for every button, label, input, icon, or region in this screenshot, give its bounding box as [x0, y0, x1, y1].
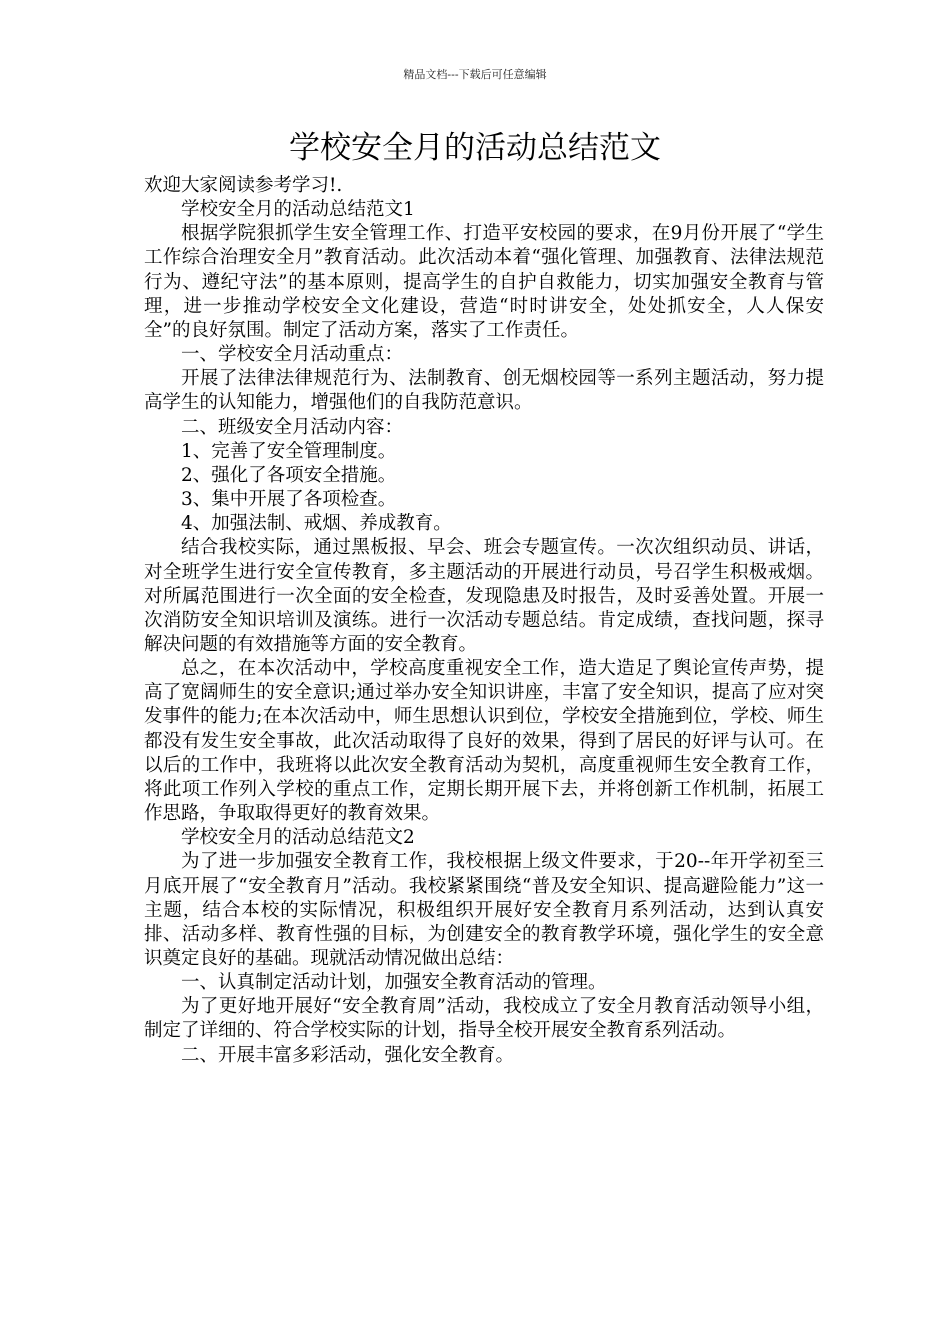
paragraph: 欢迎大家阅读参考学习!.	[144, 175, 343, 196]
paragraph: 学校安全月的活动总结范文1	[181, 199, 415, 221]
paragraph: 根据学院狠抓学生安全管理工作、打造平安校园的要求，在9月份开展了“学生工作综合治理安全月”教育活动。此次活动本着“强化管理、加强教育、法律法规范行为、遵纪守法”的基本原则，提高学生的自护自救能力，切实加强安全教育与管理，进一步推动学校安全文化建设，营造“时时讲安全，处处抓安全，人人保安全”的良好氛围。制定了活动方案，落实了工作责任。	[144, 223, 824, 341]
paragraph: 二、开展丰富多彩活动，强化安全教育。	[181, 1044, 515, 1066]
paragraph: 开展了法律法律规范行为、法制教育、创无烟校园等一系列主题活动，努力提高学生的认知能力，增强他们的自我防范意识。	[144, 368, 824, 414]
paragraph: 1、完善了安全管理制度。	[181, 440, 397, 462]
paragraph: 3、集中开展了各项检查。	[181, 489, 397, 511]
paragraph: 为了进一步加强安全教育工作，我校根据上级文件要求，于20--年开学初至三月底开展了“安全教育月”活动。我校紧紧围绕“普及安全知识、提高避险能力”这一主题，结合本校的实际情况，积极组织开展好安全教育月系列活动，达到认真安排、活动多样、教育性强的目标，为创建安全的教育教学环境，强化学生的安全意识奠定良好的基础。现就活动情况做出总结：	[144, 851, 824, 969]
document-title: 学校安全月的活动总结范文	[289, 130, 661, 166]
paragraph: 总之，在本次活动中，学校高度重视安全工作，造大造足了舆论宣传声势，提高了宽阔师生的安全意识;通过举办安全知识讲座，丰富了安全知识，提高了应对突发事件的能力;在本次活动中，师生思想认识到位，学校安全措施到位，学校、师生都没有发生安全事故，此次活动取得了良好的效果，得到了居民的好评与认可。在以后的工作中，我班将以此次安全教育活动为契机，高度重视师生安全教育工作，将此项工作列入学校的重点工作，定期长期开展下去，并将创新工作机制，拓展工作思路，争取取得更好的教育效果。	[144, 658, 824, 825]
paragraph: 一、认真制定活动计划，加强安全教育活动的管理。	[181, 972, 607, 994]
paragraph: 二、班级安全月活动内容：	[181, 416, 404, 438]
paragraph: 为了更好地开展好“安全教育周”活动，我校成立了安全月教育活动领导小组，制定了详细的、符合学校实际的计划，指导全校开展安全教育系列活动。	[144, 996, 824, 1042]
document-body	[144, 174, 824, 1068]
header-note: 精品文档---下载后可任意编辑	[403, 68, 547, 81]
paragraph: 一、学校安全月活动重点：	[181, 344, 404, 366]
paragraph: 结合我校实际，通过黑板报、早会、班会专题宣传。一次次组织动员、讲话，对全班学生进行安全宣传教育，多主题活动的开展进行动员，号召学生积极戒烟。对所属范围进行一次全面的安全检查，发现隐患及时报告，及时妥善处置。开展一次消防安全知识培训及演练。进行一次活动专题总结。肯定成绩，查找问题，探寻解决问题的有效措施等方面的安全教育。	[144, 537, 824, 655]
paragraph: 4、加强法制、戒烟、养成教育。	[181, 513, 452, 535]
paragraph: 2、强化了各项安全措施。	[181, 464, 397, 486]
paragraph: 学校安全月的活动总结范文2	[181, 827, 415, 849]
